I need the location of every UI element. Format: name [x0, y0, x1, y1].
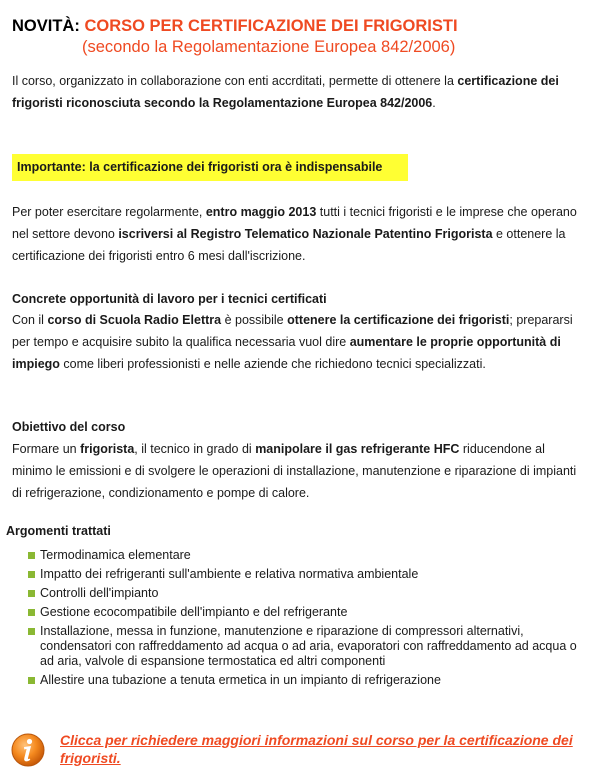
list-item-text: Installazione, messa in funzione, manutenzione e riparazione di compressori alternativi, condensatori con raffreddamento ad acqua o ad aria, evaporatori con raffreddamento ad acqua o ad aria, valvole di espansione termostatica ed altri componenti	[40, 624, 577, 668]
bullet-square-icon	[28, 677, 35, 684]
title-main: CORSO PER CERTIFICAZIONE DEI FRIGORISTI	[84, 17, 458, 35]
bullet-square-icon	[28, 609, 35, 616]
opp-text-4: come liberi professionisti e nelle aziende che richiedono tecnici specializzati.	[59, 357, 486, 371]
list-item-text: Impatto dei refrigeranti sull'ambiente e relativa normativa ambientale	[40, 567, 419, 581]
title-lead: NOVITÀ:	[12, 17, 80, 35]
list-item	[28, 548, 588, 563]
intro-bold-1: certificazione dei frigoristi riconosciuta secondo la Regolamentazione Europea 842/2006	[12, 74, 559, 110]
obj-text-2: , il tecnico in grado di	[134, 442, 256, 456]
para2-bold-2: iscriversi al Registro Telematico Nazionale Patentino Frigorista	[118, 227, 493, 241]
important-notice: Importante: la certificazione dei frigoristi ora è indispensabile	[12, 154, 408, 181]
bullet-square-icon	[28, 552, 35, 559]
bullet-square-icon	[28, 571, 35, 578]
opportunities-heading: Concrete opportunità di lavoro per i tecnici certificati	[12, 292, 327, 306]
opp-bold-1: corso di Scuola Radio Elettra	[47, 313, 222, 327]
list-item	[28, 586, 588, 601]
para2-bold-1: entro maggio 2013	[205, 205, 317, 219]
bullet-square-icon	[28, 590, 35, 597]
opp-text-2: è possibile	[221, 313, 288, 327]
list-item-text: Allestire una tubazione a tenuta ermetica in un impianto di refrigerazione	[40, 673, 441, 687]
obj-text-1: Formare un	[12, 442, 81, 456]
para2-text-3: e ottenere la certificazione dei frigoristi entro 6 mesi dall'iscrizione.	[12, 227, 566, 263]
opp-text-1: Con il	[12, 313, 48, 327]
opp-bold-3: aumentare le proprie opportunità di impiego	[12, 335, 561, 371]
list-item	[28, 605, 588, 620]
list-item-text: Controlli dell'impianto	[40, 586, 159, 600]
obj-bold-1: frigorista	[80, 442, 135, 456]
opp-bold-2: ottenere la certificazione dei frigoristi	[287, 313, 510, 327]
para2-text-1: Per poter esercitare regolarmente,	[12, 205, 206, 219]
list-item	[28, 673, 588, 688]
topics-list	[28, 548, 588, 692]
intro-text-1: Il corso, organizzato in collaborazione con enti accrditati, permette di ottenere la	[12, 74, 458, 88]
intro-text-2: .	[432, 96, 436, 110]
obj-text-3: riducendone al minimo le emissioni e di svolgere le operazioni di installazione, manutenzione e riparazione di impianti di refrigerazione, condizionamento e pompe di calore.	[12, 442, 577, 500]
obj-bold-2: manipolare il gas refrigerante HFC	[255, 442, 460, 456]
objective-heading: Obiettivo del corso	[12, 420, 126, 434]
page-title	[12, 17, 458, 36]
registration-paragraph	[12, 201, 578, 267]
intro-paragraph	[12, 70, 582, 114]
bullet-square-icon	[28, 628, 35, 635]
para2-text-2: tutti i tecnici frigoristi e le imprese che operano nel settore devono	[12, 205, 577, 241]
objective-paragraph	[12, 438, 584, 504]
list-item-text: Gestione ecocompatibile dell'impianto e del refrigerante	[40, 605, 348, 619]
page-subtitle: (secondo la Regolamentazione Europea 842/2006)	[82, 38, 456, 56]
more-info-link[interactable]: Clicca per richiedere maggiori informazioni sul corso per la certificazione dei frigoristi.	[60, 732, 573, 766]
list-item	[28, 624, 588, 669]
topics-heading: Argomenti trattati	[6, 524, 111, 538]
list-item	[28, 567, 588, 582]
list-item-text: Termodinamica elementare	[40, 548, 191, 562]
opportunities-paragraph	[12, 309, 590, 375]
opp-text-3: ; prepararsi per tempo e acquisire subito la qualifica necessaria vuol dire	[12, 313, 573, 349]
info-icon[interactable]	[11, 733, 45, 767]
